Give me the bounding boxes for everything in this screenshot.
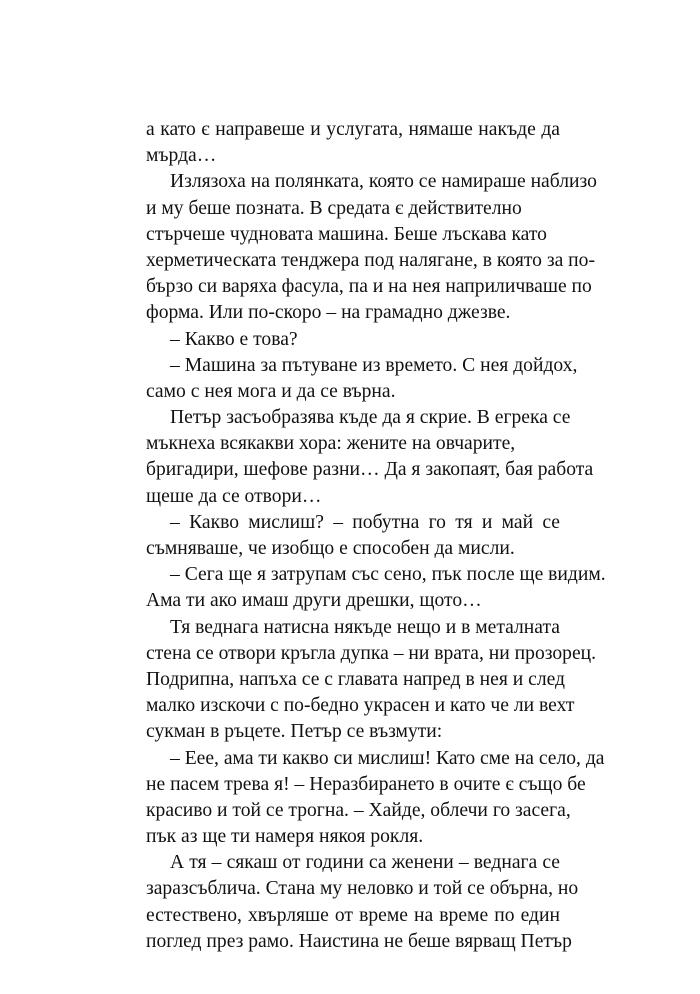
text-line: малко изскочи с по-бедно украсен и като че ли вехт <box>146 695 575 717</box>
text-line: съмняваше, че изобщо е способен да мисли. <box>146 538 515 559</box>
text-line: Петър засъобразява къде да я скрие. В егрека се <box>170 407 571 429</box>
text-line: Ама ти ако имаш други дрешки, щото… <box>146 590 482 612</box>
text-line: Тя веднага натисна някъде нещо и в металната <box>170 616 560 638</box>
text-line: А тя – сякаш от години са женени – веднага се <box>170 852 560 874</box>
text-line: форма. Или по-скоро – на грамадно джезве. <box>146 302 511 324</box>
text-line: бригадири, шефове разни… Да я закопаят, бая работа <box>146 459 594 481</box>
text-line: мърда… <box>146 145 217 167</box>
text-line: бързо си варяха фасула, па и на нея наприличваше по <box>146 276 592 298</box>
text-line: щеше да се отвори… <box>146 485 322 507</box>
text-line: пък аз ще ти намеря някоя рокля. <box>146 826 424 848</box>
text-line: херметическата тенджера под налягане, в която за по- <box>146 249 595 271</box>
text-line: поглед през рамо. Наистина не беше вярващ Петър <box>146 930 572 952</box>
text-line: Подрипна, напъха се с главата напред в нея и след <box>146 668 566 690</box>
text-line: а като є направеше и услугата, нямаше накъде да <box>146 119 560 140</box>
text-line: не пасем трева я! – Неразбирането в очите є също бе <box>146 773 586 795</box>
text-line: заразсъблича. Стана му неловко и той се обърна, но <box>146 878 579 900</box>
body-text <box>146 117 606 955</box>
text-line: стърчеше чудновата машина. Беше лъскава като <box>146 223 547 245</box>
text-line: – Машина за пътуване из времето. С нея дойдох, <box>170 354 578 376</box>
text-line: красиво и той се трогна. – Хайде, облечи го засега, <box>146 799 571 821</box>
text-line: Излязоха на полянката, която се намираше наблизо <box>170 171 597 193</box>
text-line: само с нея мога и да се върна. <box>146 380 396 402</box>
text-line: мъкнеха всякакви хора: жените на овчарите, <box>146 433 516 455</box>
text-line: и му беше позната. В средата є действително <box>146 197 522 219</box>
text-line: – Еее, ама ти какво си мислиш! Като сме на село, да <box>170 747 605 769</box>
text-line: – Какво мислиш? – побутна го тя и май се <box>170 511 560 533</box>
text-line: – Сега ще я затрупам със сено, пък после ще видим. <box>170 564 606 586</box>
text-line: – Какво е това? <box>170 328 298 350</box>
text-line: стена се отвори кръгла дупка – ни врата, ни прозорец. <box>146 642 597 664</box>
text-line: сукман в ръцете. Петър се възмути: <box>146 721 443 743</box>
text-line: естествено, хвърляше от време на време по един <box>146 904 560 926</box>
